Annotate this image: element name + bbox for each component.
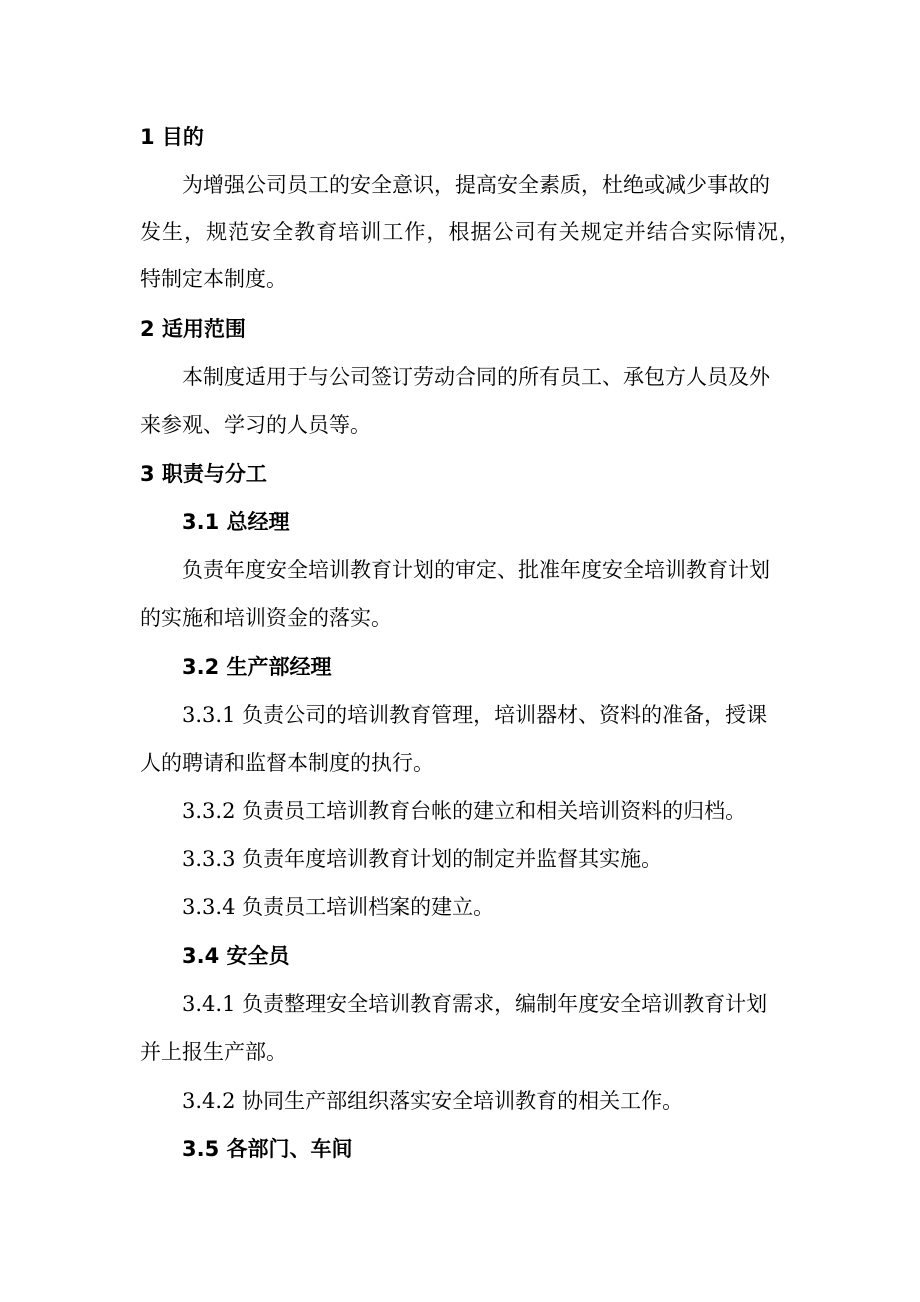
section-2-paragraph-line-1: 本制度适用于与公司签订劳动合同的所有员工、承包方人员及外 — [182, 365, 770, 389]
section-3-1-heading: 3.1 总经理 — [182, 510, 290, 534]
section-2-heading: 2 适用范围 — [140, 317, 246, 341]
section-3-5-heading: 3.5 各部门、车间 — [182, 1137, 353, 1161]
section-1-heading: 1 目的 — [140, 125, 204, 149]
section-3-heading: 3 职责与分工 — [140, 462, 267, 486]
section-3-4-heading: 3.4 安全员 — [182, 944, 290, 968]
section-1-paragraph-line-2: 发生，规范安全教育培训工作，根据公司有关规定并结合实际情况， — [140, 220, 800, 244]
section-1-paragraph-line-1: 为增强公司员工的安全意识，提高安全素质，杜绝或减少事故的 — [182, 173, 770, 197]
section-1-paragraph-line-3: 特制定本制度。 — [140, 267, 287, 291]
item-3-4-1-line-1: 3.4.1 负责整理安全培训教育需求，编制年度安全培训教育计划 — [182, 992, 768, 1016]
section-2-paragraph-line-2: 来参观、学习的人员等。 — [140, 413, 371, 437]
section-3-1-paragraph-line-2: 的实施和培训资金的落实。 — [140, 606, 392, 630]
item-3-4-2: 3.4.2 协同生产部组织落实安全培训教育的相关工作。 — [182, 1089, 684, 1113]
item-3-4-1-line-2: 并上报生产部。 — [140, 1040, 287, 1064]
item-3-3-1-line-1: 3.3.1 负责公司的培训教育管理，培训器材、资料的准备，授课 — [182, 703, 768, 727]
section-3-2-heading: 3.2 生产部经理 — [182, 655, 332, 679]
section-3-1-paragraph-line-1: 负责年度安全培训教育计划的审定、批准年度安全培训教育计划 — [182, 558, 770, 582]
item-3-3-1-line-2: 人的聘请和监督本制度的执行。 — [140, 751, 434, 775]
item-3-3-3: 3.3.3 负责年度培训教育计划的制定并监督其实施。 — [182, 847, 663, 871]
item-3-3-2: 3.3.2 负责员工培训教育台帐的建立和相关培训资料的归档。 — [182, 799, 747, 823]
item-3-3-4: 3.3.4 负责员工培训档案的建立。 — [182, 895, 495, 919]
